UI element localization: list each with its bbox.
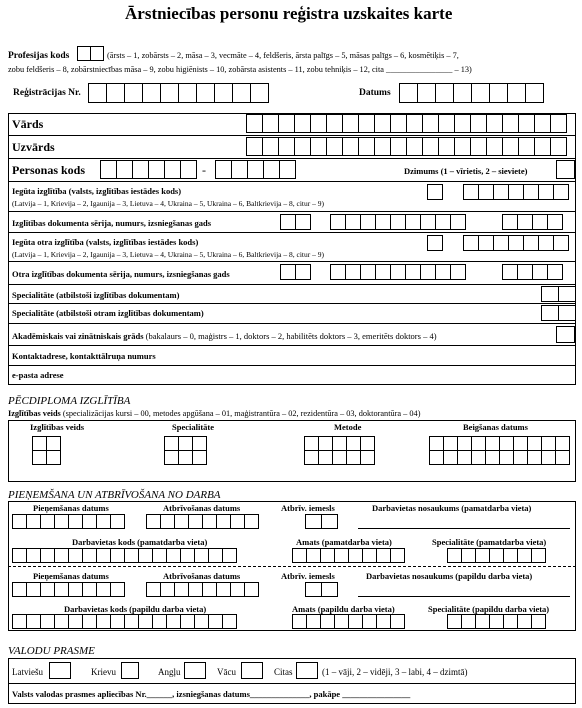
release-reason-field[interactable]	[305, 514, 337, 529]
education-document-label: Izglītības dokumenta sērija, numurs, izsniegšanas gads	[12, 218, 212, 228]
divider	[8, 135, 576, 136]
release-reason-label: Atbrīv. iemesls	[281, 503, 335, 513]
release-date-field[interactable]	[146, 514, 258, 529]
lang-german-label: Vācu	[217, 667, 236, 677]
degree-field[interactable]	[556, 326, 575, 343]
workplace-code-main-label: Darbavietas kods (pamatdarba vieta)	[72, 537, 208, 547]
degree-label-options: (bakalaurs – 0, maģistrs – 1, doktors – 2, habilitēts doktors – 3, emeritēts doktors – 4)	[145, 331, 437, 341]
education-doc-series[interactable]	[280, 214, 310, 230]
lang-english-label: Angļu	[158, 667, 181, 677]
specialty-main-field[interactable]	[447, 548, 545, 563]
education2-document-label: Otra izglītības dokumenta sērija, numurs, izsniegšanas gads	[12, 269, 230, 279]
education2-doc-year[interactable]	[502, 264, 562, 280]
email-label: e-pasta adrese	[12, 370, 64, 380]
workplace-code-side-label: Darbavietas kods (papildu darba vieta)	[64, 604, 207, 614]
postgrad-type-info	[8, 410, 420, 418]
divider	[8, 158, 576, 159]
divider	[8, 345, 576, 346]
specialty-field[interactable]	[541, 286, 575, 302]
divider	[8, 211, 576, 212]
profession-options-line2: zobu feldšeris – 8, zobārstniecības māsa – 9, zobu higiēnists – 10, zobārsta asistents – 11, zobu tehniķis – 12, cita ________________ – 13)	[8, 65, 472, 74]
divider	[8, 683, 576, 684]
position-side-field[interactable]	[292, 614, 404, 629]
personal-code-part2[interactable]	[215, 160, 295, 179]
divider	[8, 303, 576, 304]
date-label: Datums	[359, 88, 391, 98]
specialty2-field[interactable]	[541, 305, 575, 321]
profession-code-field[interactable]	[77, 46, 103, 61]
education-doc-number[interactable]	[330, 214, 465, 230]
hire-date-field[interactable]	[12, 514, 124, 529]
contact-label: Kontaktadrese, kontakttālruņa numurs	[12, 351, 156, 361]
gender-field[interactable]	[556, 160, 575, 179]
degree-label	[12, 332, 437, 341]
last-name-field[interactable]	[246, 137, 566, 156]
postgrad-type-grid[interactable]	[32, 436, 60, 464]
divider	[8, 365, 576, 366]
release-date-label-2: Atbrīvošanas datums	[163, 571, 241, 581]
workplace-code-main-field[interactable]	[12, 548, 236, 563]
education2-countries: (Latvija – 1, Krievija – 2, Igaunija – 3, Lietuva – 4, Ukraina – 5, Ukraina – 6, Baltkrievija – 8, citur – 9)	[12, 250, 324, 259]
specialty-main-label: Specialitāte (pamatdarba vieta)	[432, 537, 547, 547]
col-education-type: Izglītības veids	[30, 422, 85, 432]
certificate-line: Valsts valodas prasmes apliecības Nr.______, izsniegšanas datums______________, pakāpe ________________	[12, 689, 411, 699]
workplace-code-side-field[interactable]	[12, 614, 236, 629]
release-reason-label-2: Atbrīv. iemesls	[281, 571, 335, 581]
release-reason-field-2[interactable]	[305, 582, 337, 597]
postgrad-type-title: Izglītības veids	[8, 409, 61, 418]
workplace-side-label: Darbavietas nosaukums (papildu darba vieta)	[366, 571, 533, 581]
lang-russian-field[interactable]	[121, 662, 139, 679]
col-specialty: Specialitāte	[172, 422, 215, 432]
education-label: Iegūta izglītība (valsts, izglītības iestādes kods)	[12, 186, 182, 196]
specialty-label: Specialitāte (atbilstoši izglītības dokumentam)	[12, 290, 180, 300]
divider	[8, 232, 576, 233]
position-main-label: Amats (pamatdarba vieta)	[296, 537, 392, 547]
postgrad-type-options: (specializācijas kursi – 00, metodes apgūšana – 01, maģistrantūra – 02, rezidentūra – 03, doktorantūra – 04)	[62, 409, 421, 418]
first-name-field[interactable]	[246, 114, 566, 133]
registration-number-field[interactable]	[88, 83, 268, 103]
position-side-label: Amats (papildu darba vieta)	[292, 604, 395, 614]
personal-code-part1[interactable]	[100, 160, 196, 179]
last-name-label: Uzvārds	[12, 140, 55, 154]
degree-label-title: Akadēmiskais vai zinātniskais grāds	[12, 331, 144, 341]
hire-date-label: Pieņemšanas datums	[33, 503, 109, 513]
release-date-field-2[interactable]	[146, 582, 258, 597]
col-end-date: Beigšanas datums	[463, 422, 528, 432]
postgrad-end-date-grid[interactable]	[429, 436, 569, 464]
col-method: Metode	[334, 422, 362, 432]
education2-doc-number[interactable]	[330, 264, 465, 280]
personal-code-dash: -	[202, 163, 206, 177]
lang-latvian-label: Latviešu	[12, 667, 43, 677]
gender-label: Dzimums (1 – vīrietis, 2 – sieviete)	[404, 166, 528, 176]
first-name-label: Vārds	[12, 117, 44, 131]
hire-date-label-2: Pieņemšanas datums	[33, 571, 109, 581]
employment-heading: PIEŅEMŠANA UN ATBRĪVOŠANA NO DARBA	[8, 489, 221, 501]
postgrad-method-grid[interactable]	[304, 436, 374, 464]
education2-label: Iegūta otra izglītība (valsts, izglītības iestādes kods)	[12, 237, 199, 247]
postgrad-specialty-grid[interactable]	[164, 436, 206, 464]
lang-latvian-field[interactable]	[49, 662, 71, 679]
education2-institution-field[interactable]	[463, 235, 568, 251]
postgrad-heading: PĒCDIPLOMA IZGLĪTĪBA	[8, 395, 131, 407]
workplace-main-label: Darbavietas nosaukums (pamatdarba vieta)	[372, 503, 532, 513]
education-country-field[interactable]	[427, 184, 442, 200]
page-title: Ārstniecības personu reģistra uzskaites karte	[125, 4, 453, 23]
education2-country-field[interactable]	[427, 235, 442, 251]
education-countries: (Latvija – 1, Krievija – 2, Igaunija – 3, Lietuva – 4, Ukraina – 5, Ukraina – 6, Baltkrievija – 8, citur – 9)	[12, 199, 324, 208]
registration-date-field[interactable]	[399, 83, 543, 103]
lang-other-label: Citas	[274, 667, 293, 677]
position-main-field[interactable]	[292, 548, 404, 563]
release-date-label: Atbrīvošanas datums	[163, 503, 241, 513]
employment-dashed-divider	[8, 566, 576, 567]
lang-english-field[interactable]	[184, 662, 206, 679]
workplace-side-line	[358, 596, 570, 597]
education-institution-field[interactable]	[463, 184, 568, 200]
divider	[8, 261, 576, 262]
divider	[8, 181, 576, 182]
languages-heading: VALODU PRASME	[8, 645, 95, 657]
specialty-side-field[interactable]	[447, 614, 545, 629]
lang-russian-label: Krievu	[91, 667, 116, 677]
education2-doc-series[interactable]	[280, 264, 310, 280]
personal-code-label: Personas kods	[12, 163, 86, 177]
hire-date-field-2[interactable]	[12, 582, 124, 597]
registration-label: Reģistrācijas Nr.	[13, 88, 81, 98]
specialty-side-label: Specialitāte (papildu darba vieta)	[428, 604, 550, 614]
education-doc-year[interactable]	[502, 214, 562, 230]
lang-german-field[interactable]	[241, 662, 263, 679]
profession-label: Profesijas kods	[8, 51, 70, 61]
workplace-main-line	[358, 528, 570, 529]
profession-options-line1: (ārsts – 1, zobārsts – 2, māsa – 3, vecmāte – 4, feldšeris, ārsta palīgs – 5, māsas palīgs – 6, kosmētiķis – 7,	[107, 51, 459, 60]
lang-other-field[interactable]	[296, 662, 318, 679]
divider	[8, 284, 576, 285]
specialty2-label: Specialitāte (atbilstoši otram izglītības dokumentam)	[12, 308, 204, 318]
lang-scale: (1 – vāji, 2 – vidēji, 3 – labi, 4 – dzimtā)	[322, 667, 468, 677]
divider	[8, 323, 576, 324]
